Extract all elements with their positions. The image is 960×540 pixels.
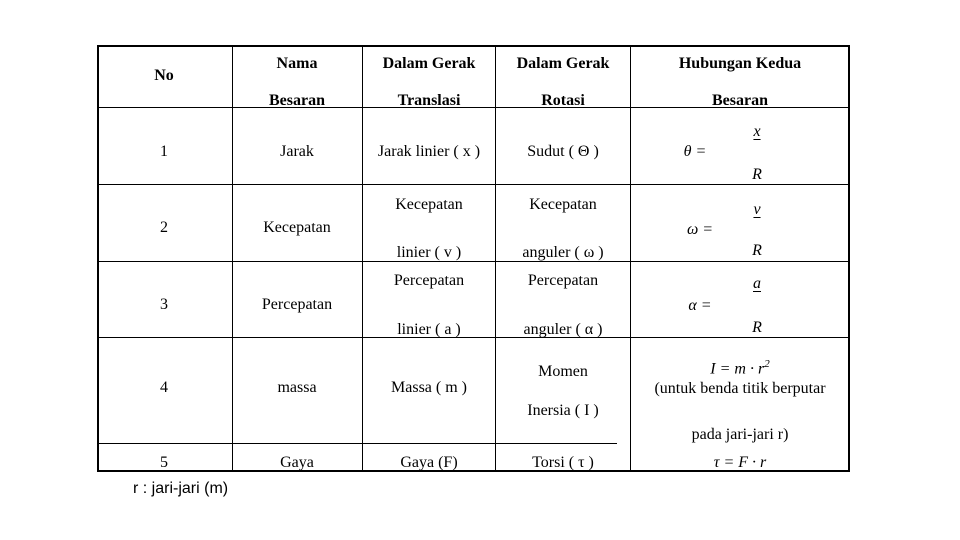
row-separator <box>97 184 850 185</box>
row5-translasi: Gaya (F) <box>400 454 458 471</box>
row1-no: 1 <box>160 143 168 160</box>
column-separator <box>362 45 363 472</box>
row2-rotasi-line2: anguler ( ω ) <box>522 244 604 261</box>
header-nama-line1: Nama <box>276 55 318 72</box>
row4-rotasi-line1: Momen <box>538 363 588 380</box>
table-border-top <box>97 45 850 47</box>
row3-rotasi-line2: anguler ( α ) <box>523 321 603 338</box>
physics-table <box>97 45 850 472</box>
row4-formula-base: I = m · r <box>710 360 765 378</box>
row-separator <box>97 337 850 338</box>
row2-no: 2 <box>160 219 168 236</box>
row3-rotasi-line1: Percepatan <box>527 272 599 289</box>
header-translasi-line2: Translasi <box>397 92 461 109</box>
row4-relation-note-line1: (untuk benda titik berputar <box>654 380 826 397</box>
row4-relation-formula <box>710 355 769 378</box>
row1-nama: Jarak <box>280 143 314 160</box>
row1-relation-denominator: R <box>752 166 762 183</box>
header-rotasi-line2: Rotasi <box>541 92 585 109</box>
row3-relation-denominator: R <box>752 319 762 336</box>
row3-translasi-line2: linier ( a ) <box>397 321 461 338</box>
row1-translasi: Jarak linier ( x ) <box>377 143 481 160</box>
row2-translasi-line2: linier ( v ) <box>396 244 462 261</box>
header-hubungan-line2: Besaran <box>712 92 768 109</box>
table-border-right <box>848 45 850 472</box>
row4-rotasi-line2: Inersia ( I ) <box>527 402 599 419</box>
row4-translasi: Massa ( m ) <box>391 379 467 396</box>
row4-no: 4 <box>160 379 168 396</box>
header-no: No <box>154 67 174 84</box>
row2-relation-lhs: ω = <box>686 221 714 238</box>
footnote: r : jari-jari (m) <box>133 480 229 497</box>
row5-relation-formula: τ = F · r <box>713 454 767 471</box>
row3-no: 3 <box>160 296 168 313</box>
row1-relation-lhs: θ = <box>683 143 707 160</box>
row3-translasi-line1: Percepatan <box>393 272 465 289</box>
row3-relation-numerator: a <box>753 275 761 292</box>
row2-nama: Kecepatan <box>263 219 331 236</box>
row2-relation-numerator: v <box>753 201 761 218</box>
header-nama-line2: Besaran <box>269 92 325 109</box>
row5-nama: Gaya <box>280 454 314 471</box>
table-border-left <box>97 45 99 472</box>
header-rotasi-line1: Dalam Gerak <box>516 55 610 72</box>
row-separator <box>97 261 850 262</box>
row-separator <box>97 443 617 444</box>
column-separator <box>232 45 233 472</box>
row2-translasi-line1: Kecepatan <box>395 196 463 213</box>
row5-no: 5 <box>160 454 168 471</box>
row4-nama: massa <box>277 379 317 396</box>
row3-relation-lhs: α = <box>688 297 712 314</box>
row2-rotasi-line1: Kecepatan <box>529 196 597 213</box>
row1-rotasi: Sudut ( Θ ) <box>527 143 599 160</box>
row4-relation-note-line2: pada jari-jari r) <box>691 426 789 443</box>
row2-relation-denominator: R <box>752 242 762 259</box>
row4-formula-exponent: 2 <box>764 358 770 370</box>
row5-rotasi: Torsi ( τ ) <box>532 454 594 471</box>
row1-relation-numerator: x <box>753 123 761 140</box>
row3-nama: Percepatan <box>261 296 333 313</box>
column-separator <box>630 45 631 472</box>
header-hubungan-line1: Hubungan Kedua <box>678 55 802 72</box>
column-separator <box>495 45 496 472</box>
header-translasi-line1: Dalam Gerak <box>382 55 476 72</box>
